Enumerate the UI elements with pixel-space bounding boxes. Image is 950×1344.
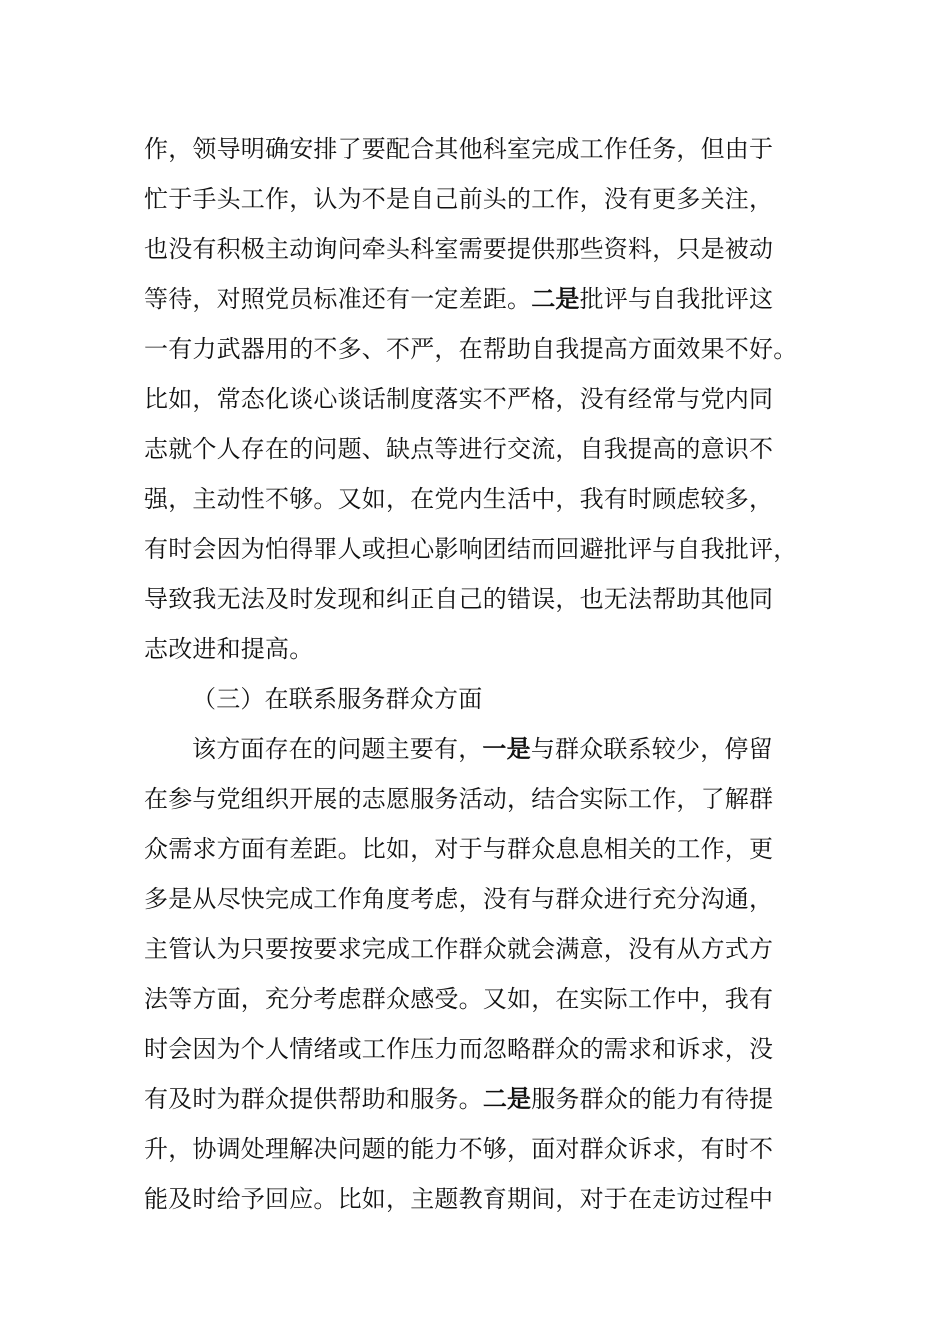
text-line bbox=[144, 474, 824, 524]
text-line bbox=[144, 274, 824, 324]
text-segment: 多是从尽快完成工作角度考虑，没有与群众进行充分沟通， bbox=[144, 885, 774, 913]
text-segment: 导致我无法及时发现和纠正自己的错误，也无法帮助其他同 bbox=[144, 585, 774, 613]
text-segment: 法等方面，充分考虑群众感受。又如，在实际工作中，我有 bbox=[144, 985, 774, 1013]
text-line bbox=[144, 524, 824, 574]
text-segment: 有时会因为怕得罪人或担心影响团结而回避批评与自我批评， bbox=[144, 535, 798, 563]
text-line bbox=[144, 824, 824, 874]
text-segment: 一有力武器用的不多、不严，在帮助自我提高方面效果不好。 bbox=[144, 335, 798, 363]
text-segment: 志就个人存在的问题、缺点等进行交流，自我提高的意识不 bbox=[144, 435, 774, 463]
text-segment: 有及时为群众提供帮助和服务。 bbox=[144, 1085, 483, 1113]
text-segment: 强，主动性不够。又如，在党内生活中，我有时顾虑较多， bbox=[144, 485, 774, 513]
text-line bbox=[144, 924, 824, 974]
text-segment: 志改进和提高。 bbox=[144, 635, 314, 663]
text-line bbox=[144, 574, 824, 624]
text-segment: 作，领导明确安排了要配合其他科室完成工作任务，但由于 bbox=[144, 135, 774, 163]
text-segment: 能及时给予回应。比如，主题教育期间，对于在走访过程中 bbox=[144, 1185, 774, 1213]
text-line bbox=[144, 124, 824, 174]
text-segment: 等待，对照党员标准还有一定差距。 bbox=[144, 285, 532, 313]
text-line bbox=[144, 374, 824, 424]
text-line bbox=[144, 1124, 824, 1174]
text-segment: 在参与党组织开展的志愿服务活动，结合实际工作，了解群 bbox=[144, 785, 774, 813]
text-segment: 众需求方面有差距。比如，对于与群众息息相关的工作，更 bbox=[144, 835, 774, 863]
text-segment: 服务群众的能力有待提 bbox=[531, 1085, 774, 1113]
text-line bbox=[144, 1024, 824, 1074]
text-segment: 主管认为只要按要求完成工作群众就会满意，没有从方式方 bbox=[144, 935, 774, 963]
text-segment: （三）在联系服务群众方面 bbox=[192, 685, 483, 713]
text-segment: 忙于手头工作，认为不是自己前头的工作，没有更多关注， bbox=[144, 185, 774, 213]
text-segment: 批评与自我批评这 bbox=[579, 285, 774, 313]
text-segment: 该方面存在的问题主要有， bbox=[192, 735, 483, 763]
bold-marker: 一是 bbox=[482, 735, 531, 763]
text-line bbox=[144, 874, 824, 924]
text-line bbox=[144, 324, 824, 374]
text-segment: 也没有积极主动询问牵头科室需要提供那些资料，只是被动 bbox=[144, 235, 774, 263]
text-segment: 比如，常态化谈心谈话制度落实不严格，没有经常与党内同 bbox=[144, 385, 774, 413]
text-line bbox=[144, 424, 824, 474]
text-line bbox=[144, 174, 824, 224]
section-heading bbox=[192, 674, 872, 724]
text-line bbox=[144, 1174, 824, 1224]
bold-marker: 二是 bbox=[531, 285, 580, 313]
text-line bbox=[144, 974, 824, 1024]
text-segment: 时会因为个人情绪或工作压力而忽略群众的需求和诉求，没 bbox=[144, 1035, 774, 1063]
text-line bbox=[144, 774, 824, 824]
text-line bbox=[192, 724, 872, 774]
text-segment: 与群众联系较少，停留 bbox=[530, 735, 773, 763]
bold-marker: 二是 bbox=[482, 1085, 532, 1113]
text-segment: 升，协调处理解决问题的能力不够，面对群众诉求，有时不 bbox=[144, 1135, 774, 1163]
text-line bbox=[144, 624, 824, 674]
text-line bbox=[144, 224, 824, 274]
text-line bbox=[144, 1074, 824, 1124]
